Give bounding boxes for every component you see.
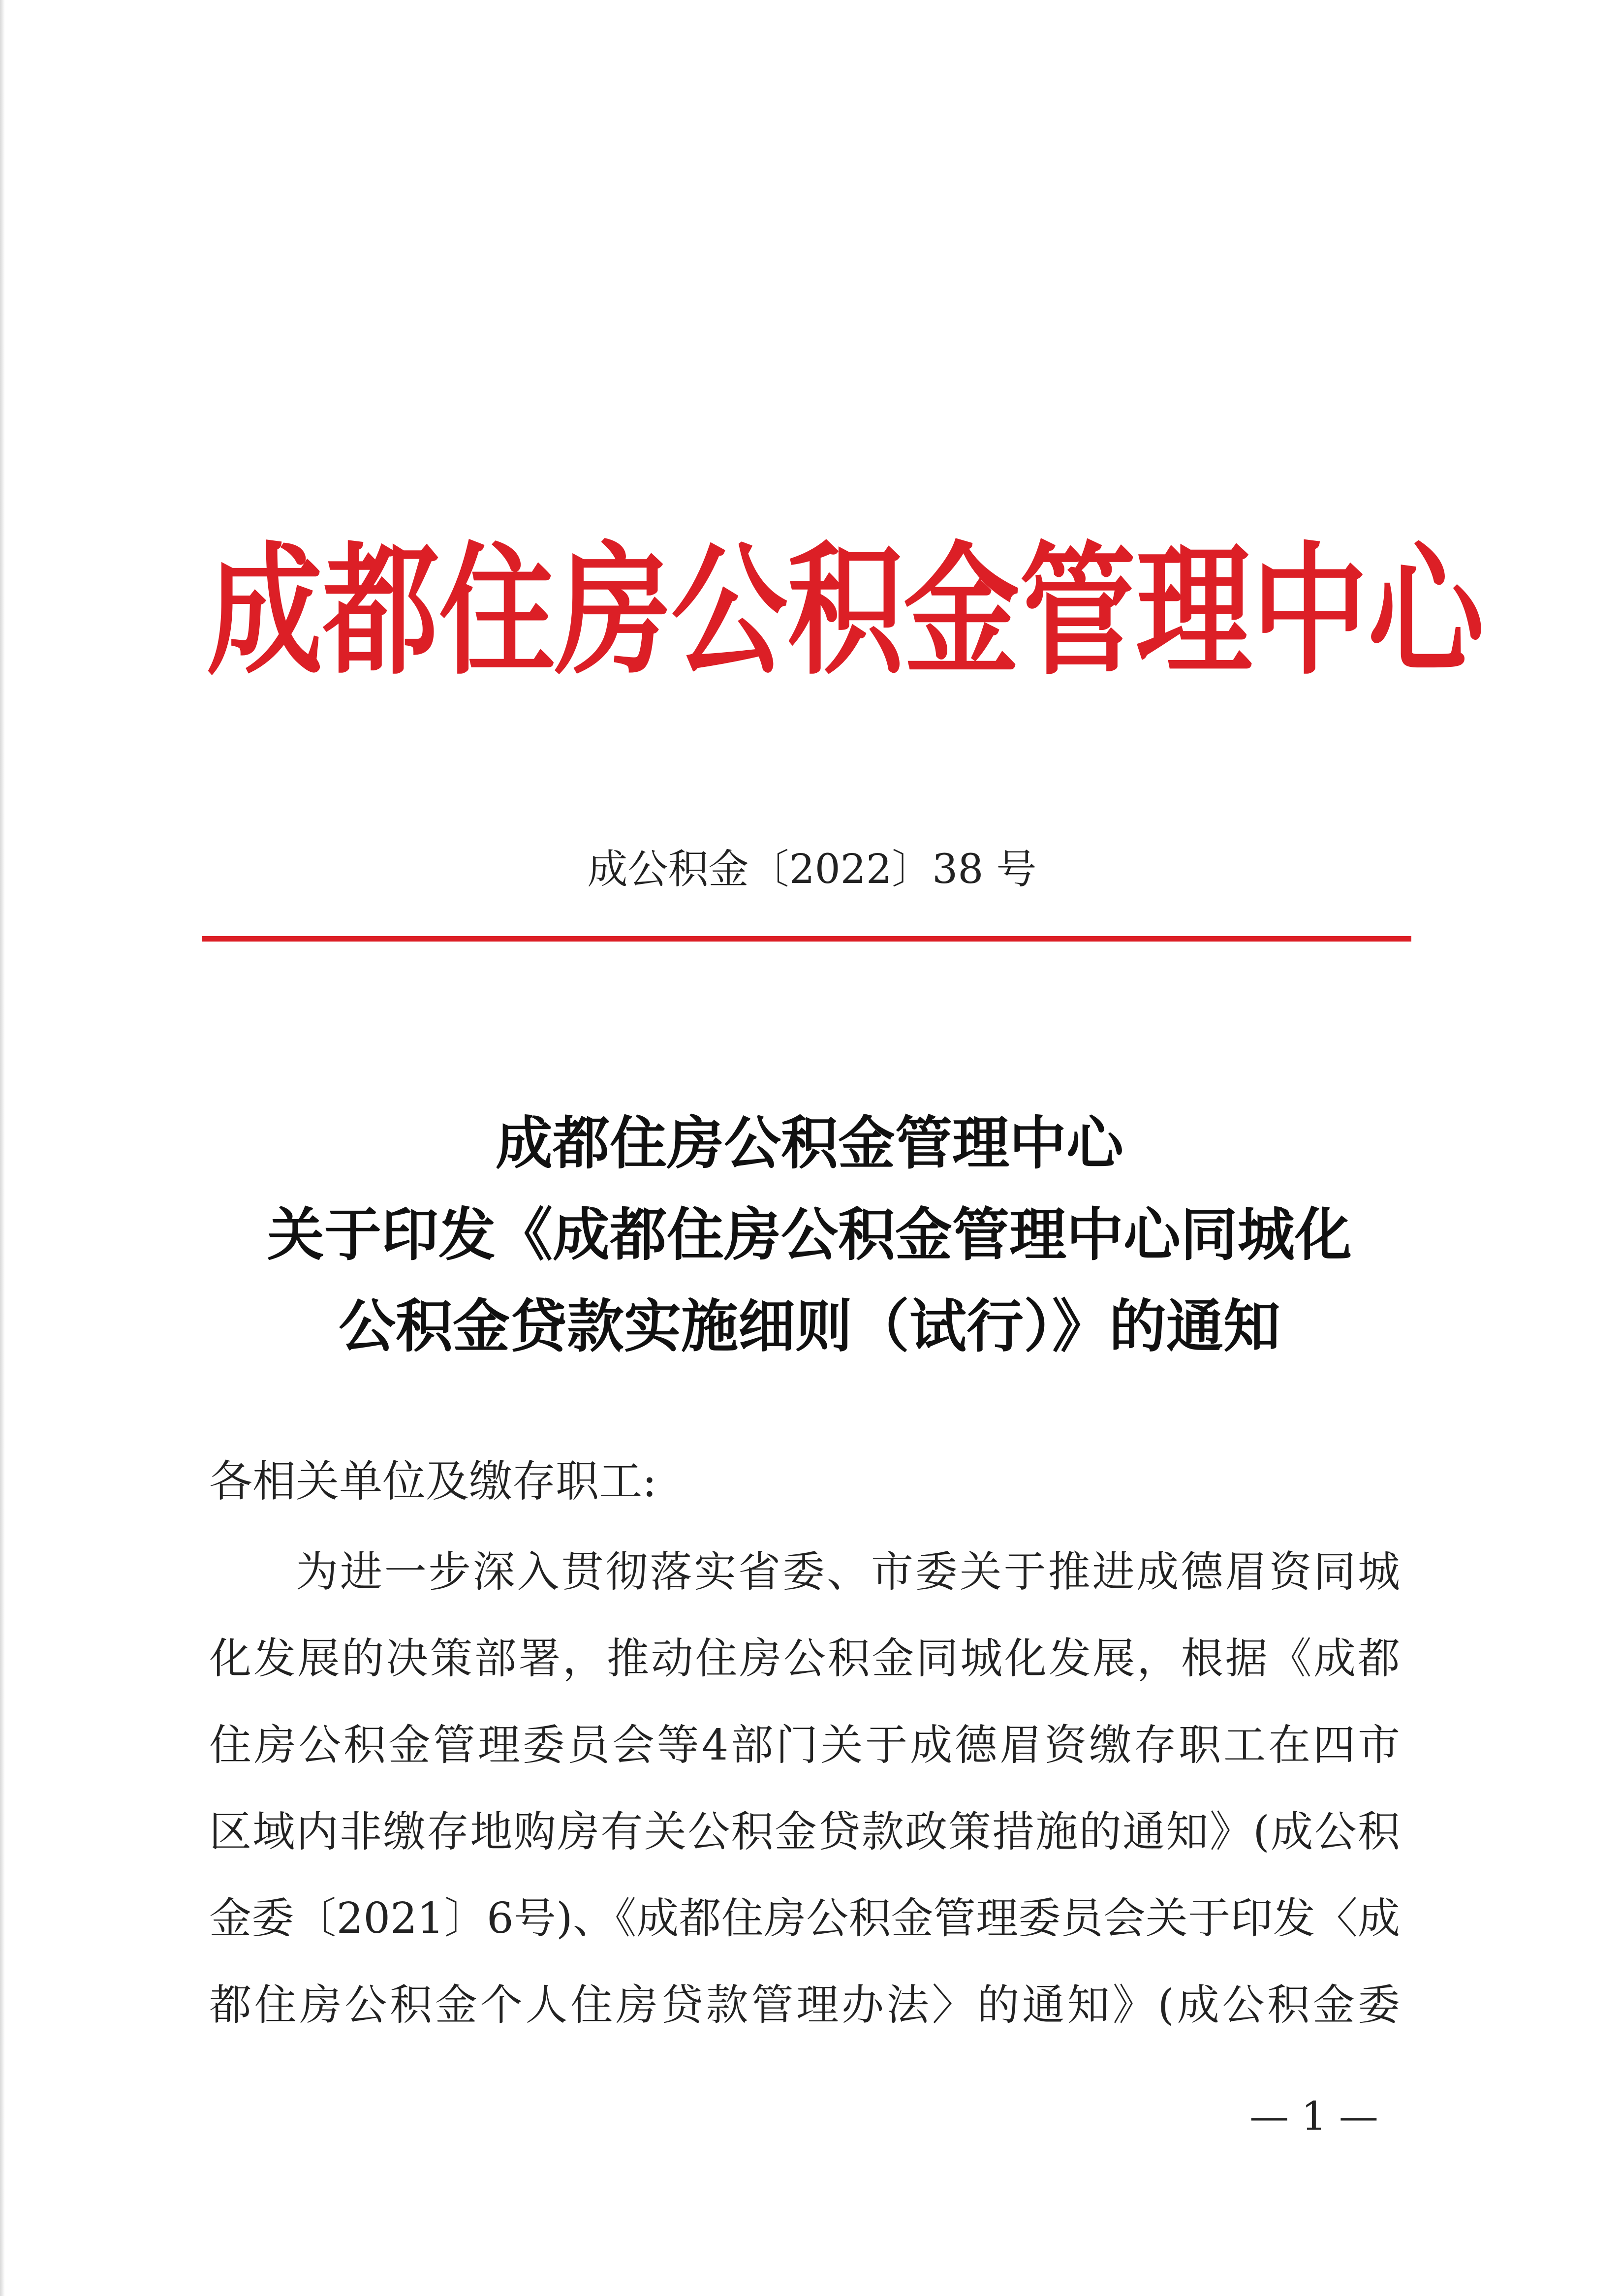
scan-edge-shadow xyxy=(0,0,5,2296)
title-line-3: 公积金贷款实施细则（试行）》的通知 xyxy=(339,1293,1280,1360)
body-paragraph xyxy=(209,1529,1400,2048)
body-line-3: 住房公积金管理委员会等4部门关于成德眉资缴存职工在四市 xyxy=(209,1721,1400,1770)
salutation: 各相关单位及缴存职工: xyxy=(209,1456,657,1507)
title-line-2: 关于印发《成都住房公积金管理中心同城化 xyxy=(267,1201,1352,1268)
document-title xyxy=(148,1098,1471,1372)
page-number: — 1 — xyxy=(1249,2093,1378,2139)
body-line-1: 为进一步深入贯彻落实省委、市委关于推进成德眉资同城 xyxy=(296,1547,1400,1597)
body-line-2: 化发展的决策部署，推动住房公积金同城化发展，根据《成都 xyxy=(209,1634,1400,1683)
body-line-4: 区域内非缴存地购房有关公积金贷款政策措施的通知》(成公积 xyxy=(209,1807,1400,1856)
issuer-header: 成都住房公积金管理中心 xyxy=(207,529,1485,694)
body-line-6: 都住房公积金个人住房贷款管理办法〉的通知》(成公积金委 xyxy=(209,1981,1400,2030)
body-line-5: 金委〔2021〕6号)、《成都住房公积金管理委员会关于印发〈成 xyxy=(209,1894,1400,1943)
document-number: 成公积金〔2022〕38 号 xyxy=(587,846,1037,893)
title-line-1: 成都住房公积金管理中心 xyxy=(496,1110,1123,1177)
red-separator-line xyxy=(202,936,1411,942)
